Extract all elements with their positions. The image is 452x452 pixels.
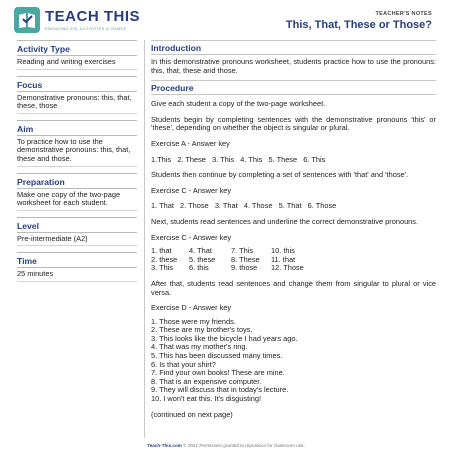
list-item: 10. I won't eat this. It's disgusting! (151, 394, 262, 404)
answer-cell: 4. That (189, 246, 212, 256)
exercise-c2-answer-grid (151, 247, 436, 273)
list-item: 4. That was my mother's ring. (151, 342, 248, 352)
page-title: This, That, These or Those? (285, 19, 432, 31)
answer-cell: 7. This (231, 246, 254, 256)
logo-subtitle: ENGAGING ESL ACTIVITIES & GAMES (45, 26, 127, 31)
exercise-c2-title: Exercise C - Answer key (151, 232, 232, 242)
list-item: 8. That is an expensive computer. (151, 376, 262, 386)
section-body: To practice how to use the demonstrative pronouns: this, that, these and those. (17, 136, 131, 163)
answer-cell: 10. this (271, 246, 295, 256)
exercise-a-answers: 1.This 2. These 3. This 4. This 5. These 6. This (151, 154, 326, 164)
list-item: 2. These are my brother's toys. (151, 325, 253, 335)
procedure-step-1: Give each student a copy of the two-page worksheet. (151, 99, 326, 109)
section-heading: Aim (17, 123, 34, 134)
exercise-a-title: Exercise A - Answer key (151, 138, 230, 148)
procedure-step-3: Students then continue by completing a set of sentences with 'that' and 'those'. (151, 170, 409, 180)
section-heading: Level (17, 220, 39, 231)
answer-cell: 6. this (189, 263, 209, 273)
continued-note: (continued on next page) (151, 409, 233, 419)
sidebar (17, 40, 137, 282)
footer-site: Teach-This.com (147, 443, 182, 448)
list-item: 7. Find your own books! These are mine. (151, 368, 285, 378)
answer-cell: 9. those (231, 263, 258, 273)
doc-label: TEACHER'S NOTES (375, 11, 432, 17)
introduction-heading: Introduction (151, 43, 202, 53)
section-heading: Time (17, 256, 37, 267)
section-heading: Preparation (17, 176, 65, 187)
book-logo-icon (14, 7, 40, 33)
section-body: Reading and writing exercises (17, 57, 116, 66)
logo (14, 7, 140, 33)
exercise-c1-title: Exercise C - Answer key (151, 185, 232, 195)
page-footer (0, 443, 452, 448)
focus-section (17, 76, 137, 114)
section-body: Make one copy of the two-page worksheet for each student. (17, 189, 121, 208)
column-divider (144, 40, 145, 438)
section-body: Demonstrative pronouns: this, that, these, those (17, 92, 132, 111)
footer-notice: © 2021 Permission granted to reproduce for classroom use. (183, 443, 305, 448)
page-header (0, 0, 452, 40)
exercise-c1-answers: 1. That 2. Those 3. That 4. Those 5. That 6. Those (151, 201, 337, 211)
list-item: 1. Those were my friends. (151, 316, 236, 326)
procedure-step-2: Students begin by completing sentences with the demonstrative pronouns 'this' or 'these', depending on whether the object is singular or plural. (151, 114, 436, 133)
level-section (17, 217, 137, 247)
list-item: 5. This has been discussed many times. (151, 351, 283, 361)
section-heading: Focus (17, 79, 43, 90)
time-section (17, 252, 137, 282)
answer-cell: 11. that (271, 254, 296, 264)
procedure-step-4: Next, students read sentences and underline the correct demonstrative pronouns. (151, 216, 419, 226)
exercise-d-answer-list (151, 318, 436, 404)
section-body: Pre-intermediate (A2) (17, 233, 88, 243)
answer-cell: 2. these (151, 254, 178, 264)
procedure-step-5: After that, students read sentences and change them from singular to plural or vice versa. (151, 278, 436, 297)
list-item: 9. They will discuss that in today's lecture. (151, 385, 289, 395)
section-body: 25 minutes (17, 269, 54, 279)
list-item: 3. This looks like the bicycle I had years ago. (151, 333, 298, 343)
main-content (151, 40, 436, 419)
answer-cell: 5. these (189, 254, 216, 264)
introduction-text: In this demonstrative pronouns worksheet, students practice how to use the pronouns: this, that, these and those. (151, 57, 436, 75)
activity-type-section (17, 40, 137, 70)
answer-cell: 8. These (231, 254, 260, 264)
exercise-d-title: Exercise D - Answer key (151, 303, 232, 313)
logo-title: TEACH THIS (45, 8, 140, 25)
answer-cell: 3. This (151, 263, 174, 273)
procedure-heading: Procedure (151, 83, 194, 94)
answer-cell: 1. that (151, 246, 172, 256)
answer-cell: 12. Those (271, 263, 304, 273)
list-item: 6. Is that your shirt? (151, 359, 216, 369)
aim-section (17, 120, 137, 167)
section-heading: Activity Type (17, 44, 70, 54)
preparation-section (17, 173, 137, 211)
